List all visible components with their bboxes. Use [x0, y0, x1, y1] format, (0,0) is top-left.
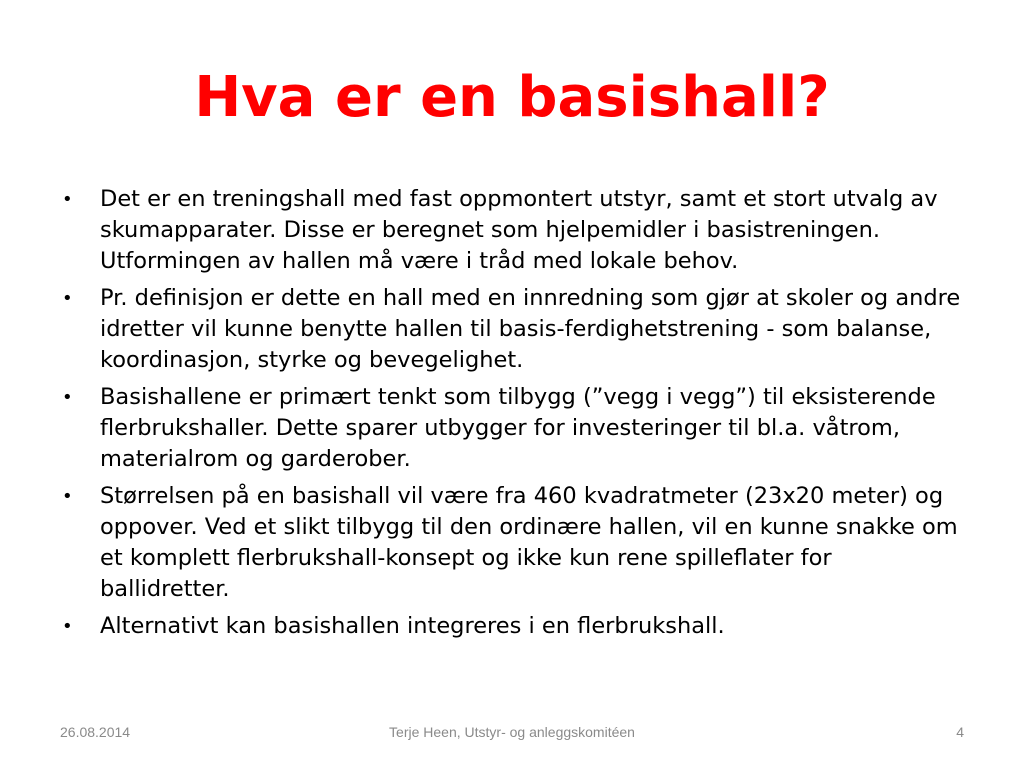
- bullet-text: Alternativt kan basishallen integreres i en flerbrukshall.: [100, 613, 725, 639]
- footer-page-number: 4: [956, 724, 964, 740]
- bullet-dot-icon: •: [62, 486, 73, 507]
- bullet-item: [62, 184, 962, 277]
- bullet-text: Størrelsen på en basishall vil være fra 460 kvadratmeter (23x20 meter) og oppover. Ved et slikt tilbygg til den ordinære hallen, vil en kunne snakke om et komplett flerbrukshall-konsept og ikke kun rene spilleflater for ballidretter.: [100, 483, 958, 602]
- bullet-item: [62, 481, 962, 605]
- bullet-item: [62, 382, 962, 475]
- bullet-dot-icon: •: [62, 189, 73, 210]
- bullet-dot-icon: •: [62, 288, 73, 309]
- bullet-dot-icon: •: [62, 387, 73, 408]
- footer-author: Terje Heen, Utstyr- og anleggskomitéen: [389, 724, 635, 740]
- bullet-text: Basishallene er primært tenkt som tilbygg (”vegg i vegg”) til eksisterende flerbrukshaller. Dette sparer utbygger for investeringer til bl.a. våtrom, materialrom og garderober.: [100, 384, 936, 472]
- bullet-item: [62, 283, 962, 376]
- bullet-item: [62, 611, 962, 642]
- bullet-list: [62, 184, 962, 648]
- slide-title: Hva er en basishall?: [194, 65, 830, 130]
- footer-date: 26.08.2014: [60, 724, 131, 740]
- bullet-text: Det er en treningshall med fast oppmontert utstyr, samt et stort utvalg av skumapparater. Disse er beregnet som hjelpemidler i basistreningen. Utformingen av hallen må være i tråd med lokale behov.: [100, 186, 938, 274]
- bullet-text: Pr. definisjon er dette en hall med en innredning som gjør at skoler og andre idretter vil kunne benytte hallen til basis-ferdighetstrening - som balanse, koordinasjon, styrke og bevegelighet.: [100, 285, 961, 373]
- bullet-dot-icon: •: [62, 616, 73, 637]
